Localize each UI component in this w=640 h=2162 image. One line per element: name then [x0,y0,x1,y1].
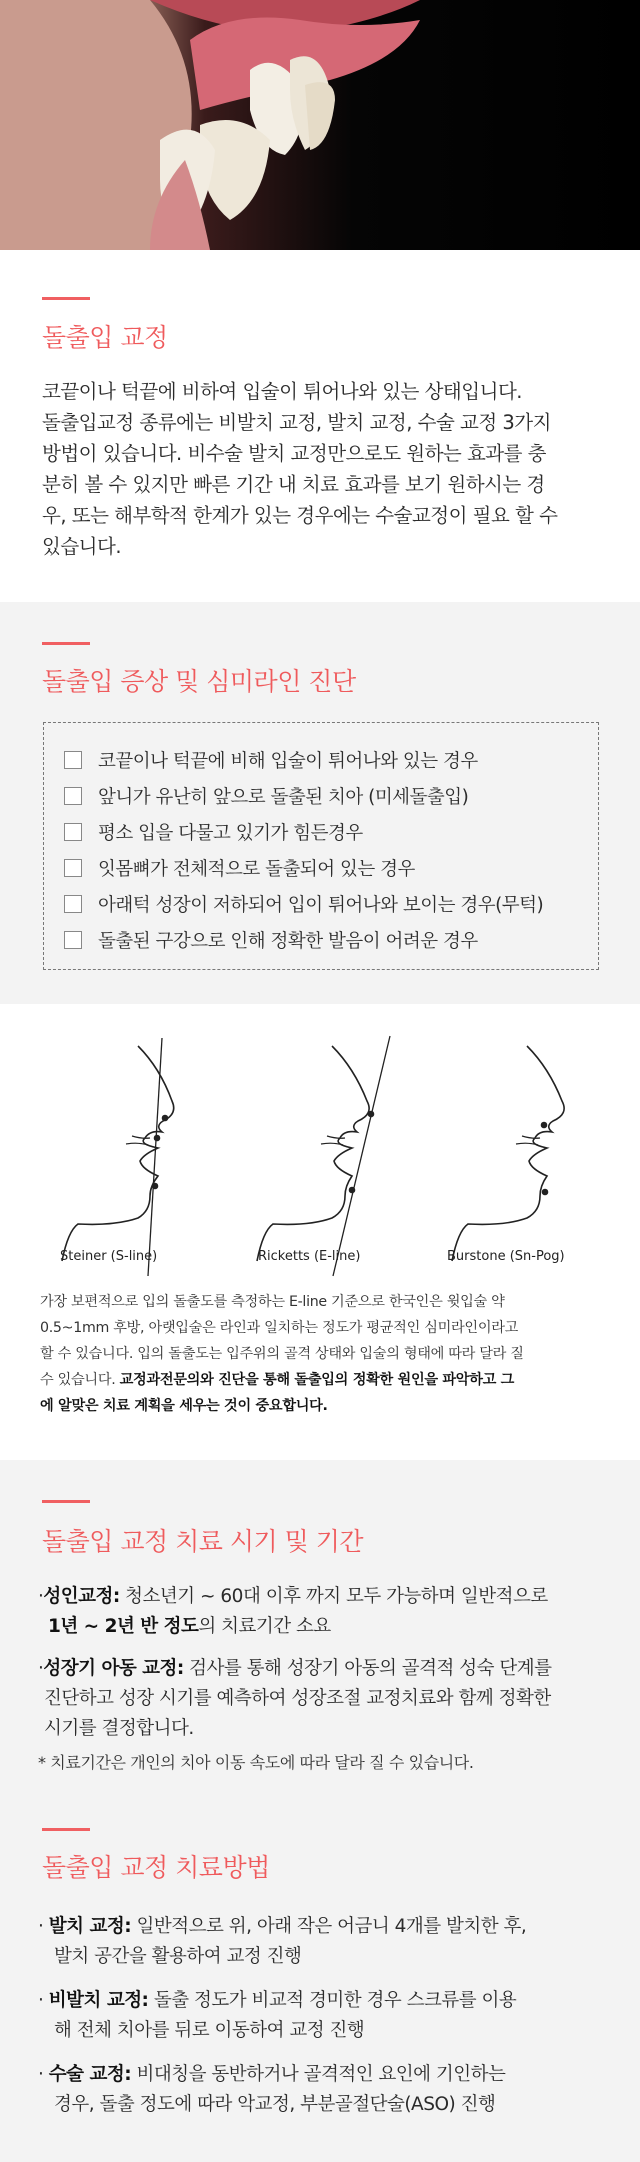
section-protrusion-correction [0,250,640,602]
section-title: 돌출입 교정 치료방법 [42,1853,270,1882]
checkbox[interactable] [64,859,82,877]
intro-paragraph [42,376,602,562]
checklist-item[interactable] [64,783,468,809]
text-line: 코끝이나 턱끝에 비하여 입술이 튀어나와 있는 상태입니다. [42,380,522,403]
checkbox[interactable] [64,751,82,769]
checklist-label: 코끝이나 턱끝에 비해 입술이 튀어나와 있는 경우 [98,751,478,772]
checkbox[interactable] [64,895,82,913]
checkbox[interactable] [64,787,82,805]
emphasis-text: 교정과전문의와 진단을 통해 돌출입의 정확한 원인을 파악하고 그 [119,1372,515,1388]
profile-label: Steiner (S-line) [60,1249,158,1264]
text-line: 가장 보편적으로 입의 돌출도를 측정하는 E-line 기준으로 한국인은 윗입술 약 [40,1294,505,1310]
accent-bar [42,642,90,645]
item-text: 해 전체 치아를 뒤로 이동하여 교정 진행 [54,2020,365,2041]
item-text: 경우, 돌출 정도에 따라 악교정, 부분골절단술(ASO) 진행 [54,2094,496,2115]
item-label: 비발치 교정: [48,1990,149,2011]
item-label: 수술 교정: [48,2064,132,2085]
item-text: 시기를 결정합니다. [44,1718,194,1739]
item-text: 진단하고 성장 시기를 예측하여 성장조절 교정치료와 함께 정확한 [44,1688,551,1709]
section-treatment-timing-methods [0,1460,640,2162]
checklist-item[interactable] [64,747,478,773]
item-text: 돌출 정도가 비교적 경미한 경우 스크류를 이용 [148,1990,517,2011]
text-line: 우, 또는 해부학적 한계가 있는 경우에는 수술교정이 필요 할 수 [42,504,558,527]
timing-note: * 치료기간은 개인의 치아 이동 속도에 따라 달라 질 수 있습니다. [38,1753,474,1772]
item-text: 일반적으로 위, 아래 작은 어금니 4개를 발치한 후, [131,1916,527,1937]
text-line: 0.5~1mm 후방, 아랫입술은 라인과 일치하는 정도가 평균적인 심미라인이라고 [40,1320,519,1336]
item-text: 의 치료기간 소요 [198,1616,331,1637]
text-line: 있습니다. [42,535,122,558]
checklist-item[interactable] [64,891,543,917]
item-label: 발치 교정: [48,1916,132,1937]
section-title: 돌출입 교정 [42,323,168,352]
teeth-illustration [0,0,640,250]
checklist-label: 평소 입을 다물고 있기가 힘든경우 [98,823,363,844]
profile-steiner-diagram [62,1038,174,1276]
esthetic-line-paragraph [40,1289,600,1419]
checklist-label: 아래턱 성장이 저하되어 입이 튀어나와 보이는 경우(무턱) [98,895,544,916]
section-esthetic-lines [0,1004,640,1460]
profile-label: Burstone (Sn-Pog) [447,1249,565,1264]
emphasis-text: 에 알맞은 치료 계획을 세우는 것이 중요합니다. [40,1398,328,1414]
checklist-item[interactable] [64,855,415,881]
method-item-extraction: · 발치 교정: 일반적으로 위, 아래 작은 어금니 4개를 발치한 후, 발치 공간을 활용하여 교정 진행 [38,1912,608,1972]
text-line: 돌출입교정 종류에는 비발치 교정, 발치 교정, 수술 교정 3가지 [42,411,551,434]
text-line [40,1393,600,1419]
checkbox[interactable] [64,931,82,949]
checkbox[interactable] [64,823,82,841]
method-item-surgical: · 수술 교정: 비대칭을 동반하거나 골격적인 요인에 기인하는 경우, 돌출 정도에 따라 악교정, 부분골절단술(ASO) 진행 [38,2060,608,2120]
item-text: 검사를 통해 성장기 아동의 골격적 성숙 단계를 [183,1658,552,1679]
item-label: 성장기 아동 교정: [43,1658,184,1679]
checklist-item[interactable] [64,819,363,845]
checklist-item[interactable] [64,927,478,953]
facial-profile-diagrams [0,1026,640,1286]
checklist-label: 돌출된 구강으로 인해 정확한 발음이 어려운 경우 [98,931,478,952]
method-item-non-extraction: · 비발치 교정: 돌출 정도가 비교적 경미한 경우 스크류를 이용 해 전체 치아를 뒤로 이동하여 교정 진행 [38,1986,608,2046]
section-title: 돌출입 증상 및 심미라인 진단 [42,667,356,696]
text-line [40,1367,600,1393]
text-line: 방법이 있습니다. 비수술 발치 교정만으로도 원하는 효과를 충 [42,442,547,465]
accent-bar [42,1500,90,1503]
timing-item-child: ·성장기 아동 교정: 검사를 통해 성장기 아동의 골격적 성숙 단계를 진단하고 성장 시기를 예측하여 성장조절 교정치료와 함께 정확한 시기를 결정합니다. [38,1654,608,1744]
profile-burstone-diagram [452,1046,564,1261]
text-line: 분히 볼 수 있지만 빠른 기간 내 치료 효과를 보기 원하시는 경 [42,473,545,496]
emphasis-text: 1년 ~ 2년 반 정도 [48,1616,199,1637]
item-text: 발치 공간을 활용하여 교정 진행 [54,1946,302,1967]
item-label: 성인교정: [43,1586,120,1607]
checklist-label: 잇몸뼈가 전체적으로 돌출되어 있는 경우 [98,859,415,880]
text-line: 할 수 있습니다. 입의 돌출도는 입주위의 골격 상태와 입술의 형태에 따라 달라 질 [40,1346,524,1362]
item-text: 비대칭을 동반하거나 골격적인 요인에 기인하는 [131,2064,506,2085]
timing-item-adult: ·성인교정: 청소년기 ~ 60대 이후 까지 모두 가능하며 일반적으로 1년 ~ 2년 반 정도의 치료기간 소요 [38,1586,548,1637]
accent-bar [42,1828,90,1831]
profile-ricketts-diagram [257,1036,390,1276]
section-title: 돌출입 교정 치료 시기 및 기간 [42,1527,364,1556]
profile-label: Ricketts (E-line) [258,1249,361,1264]
checklist-label: 앞니가 유난히 앞으로 돌출된 치아 (미세돌출입) [98,787,469,808]
accent-bar [42,297,90,300]
symptom-checklist [43,722,599,970]
text-span: 수 있습니다. [40,1372,120,1388]
hero-teeth-photo [0,0,640,250]
item-text: 청소년기 ~ 60대 이후 까지 모두 가능하며 일반적으로 [119,1586,548,1607]
